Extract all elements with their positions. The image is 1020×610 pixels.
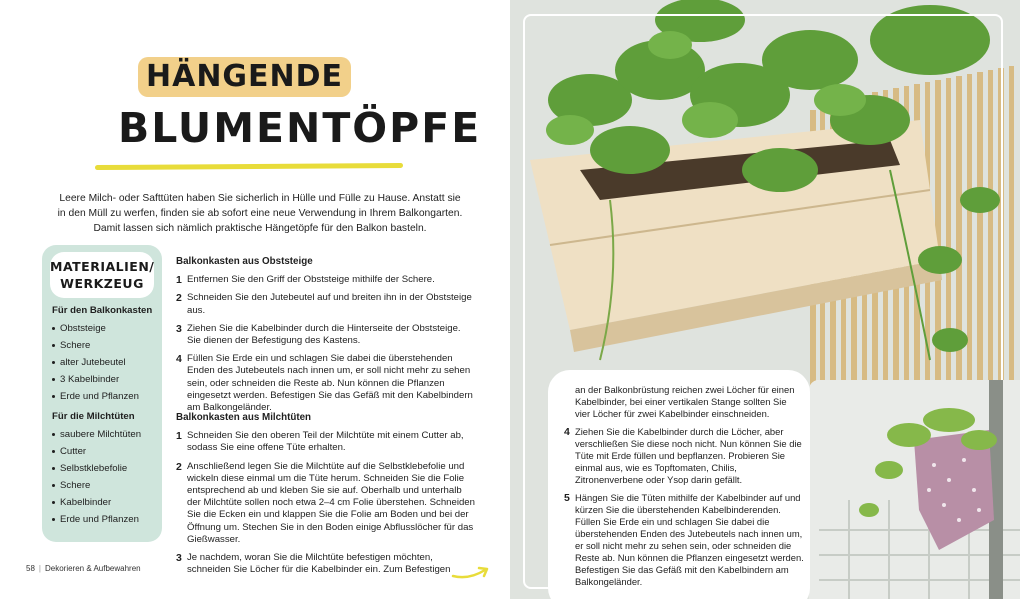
intro-text: Leere Milch- oder Safttüten haben Sie sicherlich in Hülle und Fülle zu Hause. Anstatt sie in den Müll zu werfen, finden sie ab sofort eine neue Verwendung in Ihrem Balkongarten. Damit lassen sich nämlich praktische Hängetöpfe für den Balkon basteln. — [57, 193, 463, 234]
section-heading: Balkonkasten aus Milchtüten — [176, 412, 312, 423]
step: 2 Anschließend legen Sie die Milchtüte auf die Selbstklebefolie und wickeln diese einmal um die Tüte herum. Schneiden Sie die Folie entsprechend ab und kleben Sie sie auf. Oberhalb und unterhalb der Milchtüte sollen noch etwa 2–4 cm Folie überstehen. Schneiden Sie die Ecken ein und klappen Sie die Folie am Boden und bei der Öffnung um. Stechen Sie in den Boden einige Abflusslöcher für das Gießwasser. — [176, 460, 475, 545]
list-item: Schere — [52, 479, 162, 496]
list-item: Obststeige — [52, 322, 162, 339]
step: 1 Schneiden Sie den oberen Teil der Milchtüte mit einem Cutter ab, sodass Sie eine offene Tüte erhalten. — [176, 430, 464, 454]
page-footer: 58 | Dekorieren & Aufbewahren — [26, 564, 141, 573]
list-item: Erde und Pflanzen — [52, 390, 162, 407]
title-highlight — [138, 57, 351, 97]
step: 3 Ziehen Sie die Kabelbinder durch die Hinterseite der Obststeige. Sie dienen der Befestigung des Kastens. — [176, 322, 461, 347]
step: 3 Je nachdem, woran Sie die Milchtüte befestigen möchten, schneiden Sie Löcher für die Kabelbinder ein. Zum Befestigen — [176, 552, 451, 576]
list-item: saubere Milchtüten — [52, 428, 162, 445]
list-item: Kabelbinder — [52, 496, 162, 513]
title-line1: HÄNGENDE — [146, 59, 344, 94]
inset-photo — [809, 380, 1020, 599]
title-line2: BLUMENTÖPFE — [118, 104, 482, 152]
list-item: Cutter — [52, 445, 162, 462]
list-item: alter Jutebeutel — [52, 356, 162, 373]
list-item: Erde und Pflanzen — [52, 513, 162, 530]
list-item: 3 Kabelbinder — [52, 373, 162, 390]
list-item: Selbstklebefolie — [52, 462, 162, 479]
list-item: Schere — [52, 339, 162, 356]
continue-arrow-icon — [451, 562, 493, 582]
footer-section: Dekorieren & Aufbewahren — [44, 564, 141, 573]
title-underline — [95, 163, 403, 170]
section-milchtueten — [176, 412, 476, 582]
section-obststeige — [176, 256, 476, 420]
step: 2 Schneiden Sie den Jutebeutel auf und breiten ihn in der Obststeige aus. — [176, 292, 472, 316]
materials-title: MATERIALIEN/ WERKZEUG — [50, 259, 155, 291]
step: 4 Ziehen Sie die Kabelbinder durch die Löcher, aber verschließen Sie diese noch nicht. Nun können Sie die Tüte mit Erde füllen und bepflanzen. Probieren Sie einmal aus, wie es Topftomaten, Chilis, Zitronenverbene oder Ysop darin gefällt. — [564, 426, 802, 485]
materials-header — [50, 252, 154, 298]
section-heading: Balkonkasten aus Obststeige — [176, 256, 313, 267]
instructions-continued — [564, 384, 804, 594]
step: 1 Entfernen Sie den Griff der Obststeige mithilfe der Schere. — [176, 274, 435, 287]
left-page — [0, 0, 510, 599]
page-number: 58 — [26, 564, 35, 573]
materials-group-milchtueten: Für die Milchtüten saubere Milchtüten Cutter Selbstklebefolie Schere Kabelbinder Erde und Pflanzen — [52, 411, 162, 530]
continuation-text: an der Balkonbrüstung reichen zwei Löcher für einen Kabelbinder, bei einer vertikalen Stange sollten Sie vier Löcher für zwei Kabelbinder einschneiden. — [575, 384, 795, 419]
step: 5 Hängen Sie die Tüten mithilfe der Kabelbinder auf und kürzen Sie die überstehenden Kabelbinderenden. Füllen Sie Erde ein und schlagen Sie dabei die überstehenden Enden des Jutebeutels nach innen um, er soll nicht mehr zu sehen sein, oder schneiden die Reste ab. Nun können die Pflanzen eingesetzt werden. Befestigen Sie das Gefäß mit den Kabelbindern am Balkongeländer. — [564, 492, 804, 587]
materials-group-balkonkasten: Für den Balkonkasten Obststeige Schere alter Jutebeutel 3 Kabelbinder Erde und Pflanzen — [52, 305, 162, 407]
step: 4 Füllen Sie Erde ein und schlagen Sie dabei die überstehenden Enden des Jutebeutels nach innen um, er soll nicht mehr zu sehen sein, oder schneiden die Reste ab. Nun können die Pflanzen eingesetzt werden. Befestigen Sie das Gefäß mit den Kabelbindern am Balkongeländer. — [176, 353, 473, 414]
milk-carton-photo — [809, 380, 1020, 599]
